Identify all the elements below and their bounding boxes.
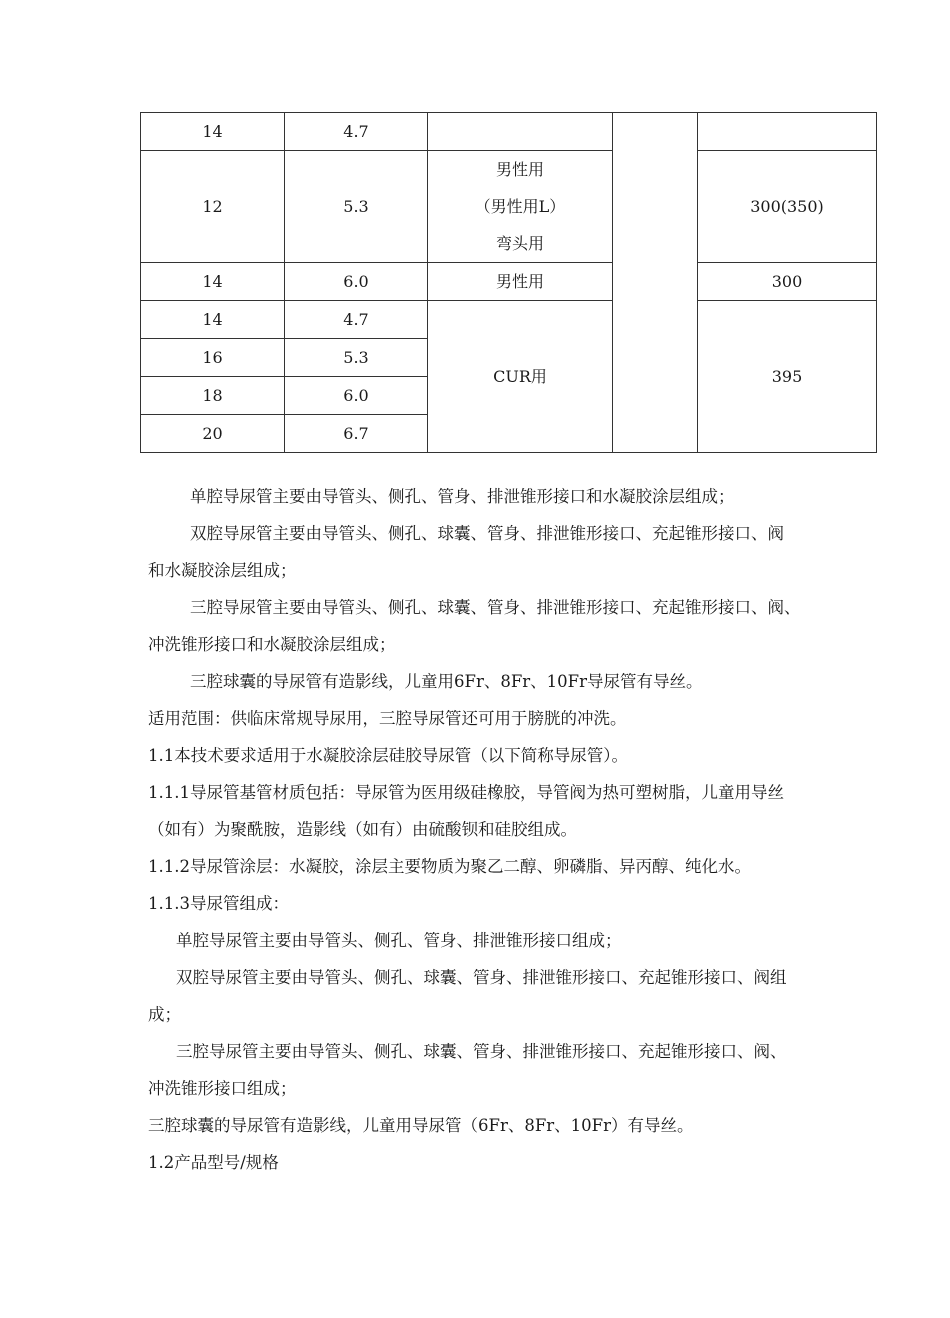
spec-table — [140, 112, 877, 453]
cell-ml: 4.7 — [285, 301, 428, 339]
cell-length: 300 — [698, 263, 877, 301]
type-line: （男性用L） — [474, 197, 566, 216]
cell-ml: 5.3 — [285, 339, 428, 377]
table-row — [141, 301, 877, 339]
cell-length: 300(350) — [698, 151, 877, 263]
section-heading: 1.1本技术要求适用于水凝胶涂层硅胶导尿管（以下简称导尿管）。 — [148, 746, 628, 765]
body-paragraph: 三腔导尿管主要由导管头、侧孔、球囊、管身、排泄锥形接口、充起锥形接口、阀、 — [190, 598, 801, 617]
cell-ml: 5.3 — [285, 151, 428, 263]
body-paragraph: 单腔导尿管主要由导管头、侧孔、管身、排泄锥形接口组成； — [176, 931, 622, 950]
table-row — [141, 263, 877, 301]
body-paragraph: 单腔导尿管主要由导管头、侧孔、管身、排泄锥形接口和水凝胶涂层组成； — [190, 487, 735, 506]
type-line: 弯头用 — [495, 234, 544, 253]
body-paragraph: 冲洗锥形接口和水凝胶涂层组成； — [148, 635, 396, 654]
section-heading: 1.1.3导尿管组成： — [148, 894, 289, 913]
cell-fr: 14 — [141, 263, 285, 301]
body-paragraph: 冲洗锥形接口组成； — [148, 1079, 297, 1098]
body-paragraph: 1.1.2导尿管涂层：水凝胶，涂层主要物质为聚乙二醇、卵磷脂、异丙醇、纯化水。 — [148, 857, 751, 876]
body-paragraph: 双腔导尿管主要由导管头、侧孔、球囊、管身、排泄锥形接口、充起锥形接口、阀组 — [176, 968, 787, 987]
table-row — [141, 151, 877, 263]
body-paragraph: 成； — [148, 1005, 181, 1024]
cell-type — [428, 113, 613, 151]
body-paragraph: 三腔球囊的导尿管有造影线，儿童用6Fr、8Fr、10Fr导尿管有导丝。 — [190, 672, 703, 691]
body-paragraph: 三腔导尿管主要由导管头、侧孔、球囊、管身、排泄锥形接口、充起锥形接口、阀、 — [176, 1042, 787, 1061]
body-paragraph: 适用范围：供临床常规导尿用，三腔导尿管还可用于膀胱的冲洗。 — [148, 709, 627, 728]
cell-length — [698, 113, 877, 151]
section-heading: 1.2产品型号/规格 — [148, 1153, 279, 1172]
cell-fr: 14 — [141, 113, 285, 151]
body-paragraph: （如有）为聚酰胺，造影线（如有）由硫酸钡和硅胶组成。 — [148, 820, 577, 839]
cell-ml: 6.0 — [285, 263, 428, 301]
cell-type: 男性用 — [428, 263, 613, 301]
cell-fr: 20 — [141, 415, 285, 453]
body-paragraph: 双腔导尿管主要由导管头、侧孔、球囊、管身、排泄锥形接口、充起锥形接口、阀 — [190, 524, 784, 543]
body-paragraph: 1.1.1导尿管基管材质包括：导尿管为医用级硅橡胶，导管阀为热可塑树脂，儿童用导丝 — [148, 783, 784, 802]
cell-type — [428, 151, 613, 263]
cell-length: 395 — [698, 301, 877, 453]
cell-fr: 18 — [141, 377, 285, 415]
body-paragraph: 三腔球囊的导尿管有造影线，儿童用导尿管（6Fr、8Fr、10Fr）有导丝。 — [148, 1116, 694, 1135]
cell-merged — [613, 113, 698, 453]
cell-ml: 6.7 — [285, 415, 428, 453]
body-paragraph: 和水凝胶涂层组成； — [148, 561, 297, 580]
cell-fr: 12 — [141, 151, 285, 263]
cell-type: CUR用 — [428, 301, 613, 453]
cell-fr: 16 — [141, 339, 285, 377]
table-row — [141, 113, 877, 151]
cell-ml: 4.7 — [285, 113, 428, 151]
cell-ml: 6.0 — [285, 377, 428, 415]
cell-fr: 14 — [141, 301, 285, 339]
type-line: 男性用 — [495, 160, 544, 179]
